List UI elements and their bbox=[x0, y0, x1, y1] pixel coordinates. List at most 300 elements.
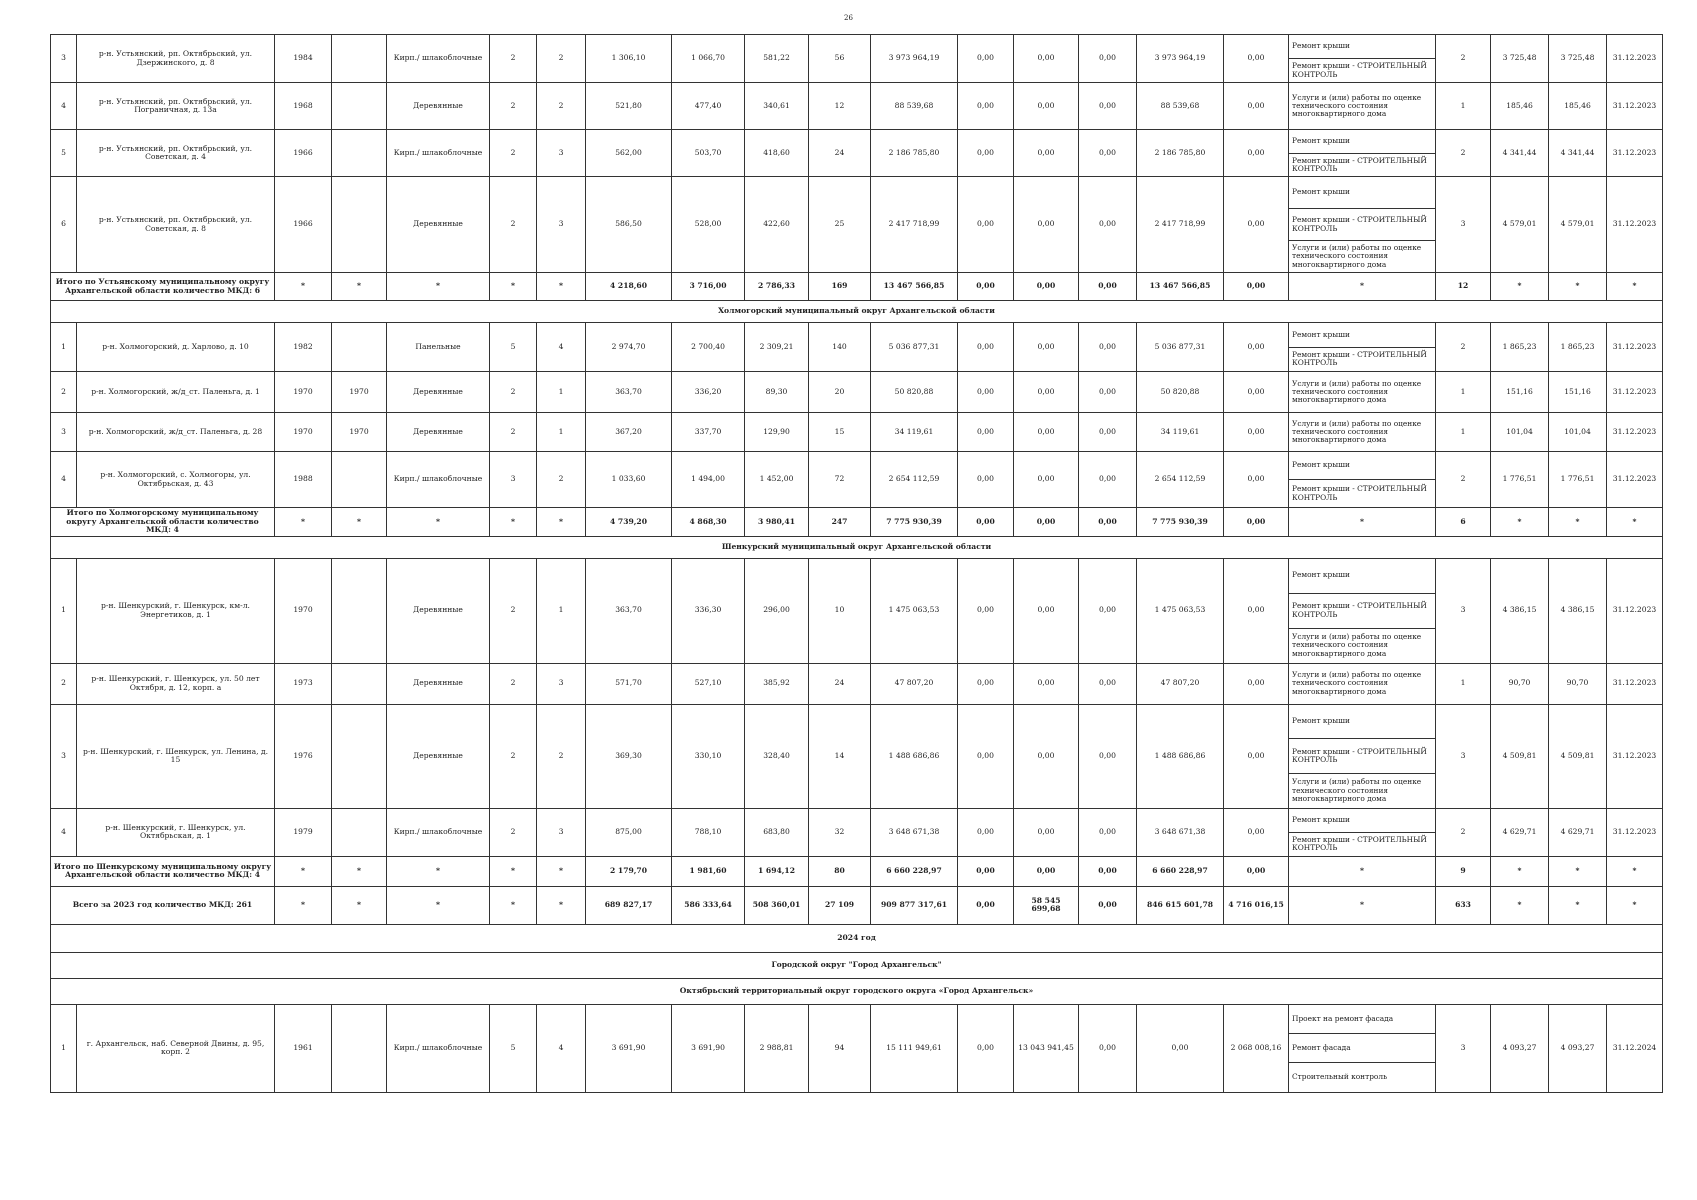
work-item: Услуги и (или) работы по оценке технического состояния многоквартирного дома bbox=[1292, 378, 1422, 405]
year-commissioned bbox=[332, 83, 387, 130]
works-count: 3 bbox=[1436, 558, 1491, 663]
f5-cell: 0,00 bbox=[1224, 177, 1289, 273]
f1-cell: 0,00 bbox=[958, 1004, 1014, 1092]
table-row bbox=[51, 323, 1663, 372]
year-built: 1984 bbox=[275, 35, 332, 83]
placeholder-cell: * bbox=[490, 886, 537, 924]
year-commissioned bbox=[332, 558, 387, 663]
deadline-cell: 31.12.2023 bbox=[1607, 177, 1663, 273]
total-works-count: 6 bbox=[1436, 508, 1491, 537]
f2-cell: 0,00 bbox=[1014, 413, 1079, 452]
f4-cell: 47 807,20 bbox=[1137, 663, 1224, 704]
section-header-row bbox=[51, 952, 1663, 978]
row-number: 3 bbox=[51, 35, 77, 83]
f5-cell: 2 068 008,16 bbox=[1224, 1004, 1289, 1092]
deadline-cell: 31.12.2023 bbox=[1607, 35, 1663, 83]
f3-cell: 0,00 bbox=[1079, 83, 1137, 130]
entrances-count: 1 bbox=[537, 558, 586, 663]
area-a-cell: 788,10 bbox=[672, 808, 745, 856]
deadline-cell: 31.12.2023 bbox=[1607, 452, 1663, 508]
floors-count: 5 bbox=[490, 323, 537, 372]
wall-material: Деревянные bbox=[387, 413, 490, 452]
entrances-count: 1 bbox=[537, 413, 586, 452]
year-built: 1979 bbox=[275, 808, 332, 856]
table-row bbox=[51, 452, 1663, 508]
f3-cell: 0,00 bbox=[1079, 663, 1137, 704]
placeholder-cell: * bbox=[1607, 886, 1663, 924]
f3-cell: 0,00 bbox=[1079, 35, 1137, 83]
row-number: 5 bbox=[51, 130, 77, 177]
work-item: Строительный контроль bbox=[1292, 1072, 1388, 1082]
residents-cell: 14 bbox=[809, 704, 871, 808]
floors-count: 2 bbox=[490, 808, 537, 856]
deadline-cell: 31.12.2023 bbox=[1607, 83, 1663, 130]
section-title: Шенкурский муниципальный округ Архангельской области bbox=[51, 536, 1663, 558]
floors-count: 2 bbox=[490, 83, 537, 130]
placeholder-cell: * bbox=[490, 856, 537, 886]
area-total-cell: 562,00 bbox=[586, 130, 672, 177]
works-count: 3 bbox=[1436, 704, 1491, 808]
works-count: 1 bbox=[1436, 83, 1491, 130]
residents-cell: 24 bbox=[809, 130, 871, 177]
works-count: 1 bbox=[1436, 663, 1491, 704]
works-count: 1 bbox=[1436, 372, 1491, 413]
placeholder-cell: * bbox=[275, 508, 332, 537]
f5-cell: 0,00 bbox=[1224, 35, 1289, 83]
total-area-b: 3 980,41 bbox=[745, 508, 809, 537]
works-list-cell bbox=[1289, 323, 1436, 372]
unit-cost-max: 4 509,81 bbox=[1549, 704, 1607, 808]
works-count: 3 bbox=[1436, 177, 1491, 273]
row-number: 4 bbox=[51, 808, 77, 856]
section-title: 2024 год bbox=[51, 924, 1663, 952]
f2-cell: 0,00 bbox=[1014, 372, 1079, 413]
f5-cell: 0,00 bbox=[1224, 808, 1289, 856]
f5-cell: 0,00 bbox=[1224, 663, 1289, 704]
placeholder-cell: * bbox=[332, 856, 387, 886]
unit-cost-limit: 4 093,27 bbox=[1491, 1004, 1549, 1092]
total-area-a: 4 868,30 bbox=[672, 508, 745, 537]
entrances-count: 2 bbox=[537, 83, 586, 130]
unit-cost-max: 4 341,44 bbox=[1549, 130, 1607, 177]
year-commissioned bbox=[332, 177, 387, 273]
area-a-cell: 330,10 bbox=[672, 704, 745, 808]
wall-material: Деревянные bbox=[387, 663, 490, 704]
row-number: 4 bbox=[51, 452, 77, 508]
works-list-cell bbox=[1289, 177, 1436, 273]
area-total-cell: 363,70 bbox=[586, 558, 672, 663]
wall-material: Кирп./ шлакоблочные bbox=[387, 1004, 490, 1092]
f2-cell: 13 043 941,45 bbox=[1014, 1004, 1079, 1092]
area-total-cell: 875,00 bbox=[586, 808, 672, 856]
area-b-cell: 296,00 bbox=[745, 558, 809, 663]
f2-cell: 0,00 bbox=[1014, 83, 1079, 130]
unit-cost-max: 4 386,15 bbox=[1549, 558, 1607, 663]
total-f3: 0,00 bbox=[1079, 508, 1137, 537]
row-number: 1 bbox=[51, 558, 77, 663]
table-row bbox=[51, 372, 1663, 413]
wall-material: Деревянные bbox=[387, 177, 490, 273]
works-list-cell bbox=[1289, 1004, 1436, 1092]
works-list-cell bbox=[1289, 413, 1436, 452]
section-header-row bbox=[51, 301, 1663, 323]
residents-cell: 15 bbox=[809, 413, 871, 452]
placeholder-cell: * bbox=[537, 508, 586, 537]
f4-cell: 2 654 112,59 bbox=[1137, 452, 1224, 508]
year-commissioned bbox=[332, 323, 387, 372]
wall-material: Деревянные bbox=[387, 372, 490, 413]
total-f3: 0,00 bbox=[1079, 273, 1137, 301]
address-cell: р-н. Устьянский, рп. Октябрьский, ул. Советская, д. 8 bbox=[77, 177, 275, 273]
year-commissioned: 1970 bbox=[332, 413, 387, 452]
unit-cost-limit: 1 865,23 bbox=[1491, 323, 1549, 372]
f5-cell: 0,00 bbox=[1224, 130, 1289, 177]
work-item: Ремонт крыши - СТРОИТЕЛЬНЫЙ КОНТРОЛЬ bbox=[1292, 155, 1427, 173]
works-list-cell bbox=[1289, 35, 1436, 83]
f2-cell: 0,00 bbox=[1014, 704, 1079, 808]
work-item: Ремонт крыши - СТРОИТЕЛЬНЫЙ КОНТРОЛЬ bbox=[1289, 594, 1435, 629]
address-cell: р-н. Холмогорский, ж/д_ст. Паленьга, д. 28 bbox=[77, 413, 275, 452]
table-row bbox=[51, 808, 1663, 856]
table-row bbox=[51, 1004, 1663, 1092]
unit-cost-limit: 101,04 bbox=[1491, 413, 1549, 452]
total-f5: 0,00 bbox=[1224, 508, 1289, 537]
works-list-cell bbox=[1289, 663, 1436, 704]
work-item: Ремонт крыши bbox=[1289, 809, 1435, 833]
total-f3: 0,00 bbox=[1079, 886, 1137, 924]
address-cell: г. Архангельск, наб. Северной Двины, д. 95, корп. 2 bbox=[77, 1004, 275, 1092]
f4-cell: 1 488 686,86 bbox=[1137, 704, 1224, 808]
area-b-cell: 1 452,00 bbox=[745, 452, 809, 508]
f2-cell: 0,00 bbox=[1014, 452, 1079, 508]
wall-material: Панельные bbox=[387, 323, 490, 372]
work-item: Ремонт крыши - СТРОИТЕЛЬНЫЙ КОНТРОЛЬ bbox=[1289, 739, 1435, 774]
table-row bbox=[51, 177, 1663, 273]
works-list-cell bbox=[1289, 372, 1436, 413]
subtotal-row bbox=[51, 508, 1663, 537]
work-item: Ремонт фасада bbox=[1289, 1034, 1435, 1063]
f1-cell: 0,00 bbox=[958, 704, 1014, 808]
area-total-cell: 3 691,90 bbox=[586, 1004, 672, 1092]
cost-cell: 3 648 671,38 bbox=[871, 808, 958, 856]
wall-material: Деревянные bbox=[387, 83, 490, 130]
f5-cell: 0,00 bbox=[1224, 323, 1289, 372]
floors-count: 2 bbox=[490, 413, 537, 452]
deadline-cell: 31.12.2023 bbox=[1607, 413, 1663, 452]
area-a-cell: 3 691,90 bbox=[672, 1004, 745, 1092]
f1-cell: 0,00 bbox=[958, 663, 1014, 704]
address-cell: р-н. Холмогорский, ж/д_ст. Паленьга, д. 1 bbox=[77, 372, 275, 413]
section-title: Октябрьский территориальный округ городского округа «Город Архангельск» bbox=[51, 978, 1663, 1004]
year-built: 1970 bbox=[275, 413, 332, 452]
placeholder-cell: * bbox=[1491, 273, 1549, 301]
total-f2: 0,00 bbox=[1014, 508, 1079, 537]
floors-count: 2 bbox=[490, 558, 537, 663]
total-area-b: 1 694,12 bbox=[745, 856, 809, 886]
row-number: 2 bbox=[51, 663, 77, 704]
total-f1: 0,00 bbox=[958, 886, 1014, 924]
unit-cost-max: 185,46 bbox=[1549, 83, 1607, 130]
total-area-b: 508 360,01 bbox=[745, 886, 809, 924]
total-f5: 0,00 bbox=[1224, 856, 1289, 886]
area-a-cell: 336,20 bbox=[672, 372, 745, 413]
unit-cost-max: 90,70 bbox=[1549, 663, 1607, 704]
area-a-cell: 336,30 bbox=[672, 558, 745, 663]
entrances-count: 2 bbox=[537, 704, 586, 808]
cost-cell: 5 036 877,31 bbox=[871, 323, 958, 372]
works-count: 3 bbox=[1436, 1004, 1491, 1092]
unit-cost-max: 4 579,01 bbox=[1549, 177, 1607, 273]
area-total-cell: 367,20 bbox=[586, 413, 672, 452]
total-f1: 0,00 bbox=[958, 508, 1014, 537]
unit-cost-limit: 4 629,71 bbox=[1491, 808, 1549, 856]
total-residents: 27 109 bbox=[809, 886, 871, 924]
cost-cell: 34 119,61 bbox=[871, 413, 958, 452]
f1-cell: 0,00 bbox=[958, 35, 1014, 83]
year-built: 1968 bbox=[275, 83, 332, 130]
unit-cost-limit: 185,46 bbox=[1491, 83, 1549, 130]
f5-cell: 0,00 bbox=[1224, 83, 1289, 130]
year-built: 1988 bbox=[275, 452, 332, 508]
address-cell: р-н. Устьянский, рп. Октябрьский, ул. Советская, д. 4 bbox=[77, 130, 275, 177]
deadline-cell: 31.12.2023 bbox=[1607, 323, 1663, 372]
table-row bbox=[51, 83, 1663, 130]
f3-cell: 0,00 bbox=[1079, 558, 1137, 663]
work-item: Ремонт крыши - СТРОИТЕЛЬНЫЙ КОНТРОЛЬ bbox=[1292, 484, 1427, 502]
placeholder-cell: * bbox=[1607, 508, 1663, 537]
f1-cell: 0,00 bbox=[958, 413, 1014, 452]
unit-cost-limit: 4 386,15 bbox=[1491, 558, 1549, 663]
total-works-count: 9 bbox=[1436, 856, 1491, 886]
entrances-count: 2 bbox=[537, 452, 586, 508]
f3-cell: 0,00 bbox=[1079, 413, 1137, 452]
row-number: 1 bbox=[51, 323, 77, 372]
year-commissioned bbox=[332, 452, 387, 508]
entrances-count: 1 bbox=[537, 372, 586, 413]
work-item: Услуги и (или) работы по оценке технического состояния многоквартирного дома bbox=[1292, 777, 1422, 803]
address-cell: р-н. Холмогорский, с. Холмогоры, ул. Октябрьская, д. 43 bbox=[77, 452, 275, 508]
table-row bbox=[51, 130, 1663, 177]
f2-cell: 0,00 bbox=[1014, 177, 1079, 273]
total-label: Итого по Устьянскому муниципальному округу Архангельской области количество МКД: 6 bbox=[51, 273, 275, 301]
f2-cell: 0,00 bbox=[1014, 558, 1079, 663]
f1-cell: 0,00 bbox=[958, 808, 1014, 856]
row-number: 3 bbox=[51, 704, 77, 808]
f4-cell: 0,00 bbox=[1137, 1004, 1224, 1092]
wall-material: Деревянные bbox=[387, 558, 490, 663]
area-b-cell: 2 309,21 bbox=[745, 323, 809, 372]
address-cell: р-н. Устьянский, рп. Октябрьский, ул. Дзержинского, д. 8 bbox=[77, 35, 275, 83]
deadline-cell: 31.12.2024 bbox=[1607, 1004, 1663, 1092]
area-b-cell: 129,90 bbox=[745, 413, 809, 452]
f2-cell: 0,00 bbox=[1014, 35, 1079, 83]
work-item: Услуги и (или) работы по оценке технического состояния многоквартирного дома bbox=[1292, 92, 1422, 119]
area-b-cell: 385,92 bbox=[745, 663, 809, 704]
area-total-cell: 571,70 bbox=[586, 663, 672, 704]
residents-cell: 25 bbox=[809, 177, 871, 273]
work-item: Ремонт крыши - СТРОИТЕЛЬНЫЙ КОНТРОЛЬ bbox=[1292, 350, 1427, 368]
total-area-a: 586 333,64 bbox=[672, 886, 745, 924]
residents-cell: 10 bbox=[809, 558, 871, 663]
area-a-cell: 1 066,70 bbox=[672, 35, 745, 83]
section-header-row bbox=[51, 978, 1663, 1004]
placeholder-cell: * bbox=[537, 886, 586, 924]
year-commissioned: 1970 bbox=[332, 372, 387, 413]
cost-cell: 47 807,20 bbox=[871, 663, 958, 704]
f1-cell: 0,00 bbox=[958, 452, 1014, 508]
floors-count: 2 bbox=[490, 130, 537, 177]
cost-cell: 15 111 949,61 bbox=[871, 1004, 958, 1092]
placeholder-cell: * bbox=[537, 273, 586, 301]
address-cell: р-н. Устьянский, рп. Октябрьский, ул. Пограничная, д. 13а bbox=[77, 83, 275, 130]
placeholder-cell: * bbox=[275, 856, 332, 886]
residents-cell: 24 bbox=[809, 663, 871, 704]
total-cost: 6 660 228,97 bbox=[871, 856, 958, 886]
placeholder-cell: * bbox=[1491, 508, 1549, 537]
area-b-cell: 2 988,81 bbox=[745, 1004, 809, 1092]
f5-cell: 0,00 bbox=[1224, 452, 1289, 508]
area-a-cell: 503,70 bbox=[672, 130, 745, 177]
placeholder-cell: * bbox=[332, 273, 387, 301]
f4-cell: 1 475 063,53 bbox=[1137, 558, 1224, 663]
row-number: 2 bbox=[51, 372, 77, 413]
work-item: Ремонт крыши bbox=[1289, 35, 1435, 59]
total-f3: 0,00 bbox=[1079, 856, 1137, 886]
total-label: Итого по Холмогорскому муниципальному округу Архангельской области количество МКД: 4 bbox=[51, 508, 275, 537]
unit-cost-max: 1 776,51 bbox=[1549, 452, 1607, 508]
unit-cost-max: 4 629,71 bbox=[1549, 808, 1607, 856]
placeholder-cell: * bbox=[537, 856, 586, 886]
area-a-cell: 1 494,00 bbox=[672, 452, 745, 508]
works-count: 2 bbox=[1436, 808, 1491, 856]
unit-cost-limit: 4 579,01 bbox=[1491, 177, 1549, 273]
work-item: Услуги и (или) работы по оценке технического состояния многоквартирного дома bbox=[1292, 632, 1422, 658]
unit-cost-limit: 4 509,81 bbox=[1491, 704, 1549, 808]
f5-cell: 0,00 bbox=[1224, 558, 1289, 663]
deadline-cell: 31.12.2023 bbox=[1607, 558, 1663, 663]
section-title: Городской округ "Город Архангельск" bbox=[51, 952, 1663, 978]
f3-cell: 0,00 bbox=[1079, 177, 1137, 273]
row-number: 4 bbox=[51, 83, 77, 130]
entrances-count: 2 bbox=[537, 35, 586, 83]
unit-cost-max: 3 725,48 bbox=[1549, 35, 1607, 83]
f1-cell: 0,00 bbox=[958, 177, 1014, 273]
area-a-cell: 527,10 bbox=[672, 663, 745, 704]
total-area-a: 3 716,00 bbox=[672, 273, 745, 301]
wall-material: Кирп./ шлакоблочные bbox=[387, 452, 490, 508]
placeholder-cell: * bbox=[490, 273, 537, 301]
area-a-cell: 477,40 bbox=[672, 83, 745, 130]
f1-cell: 0,00 bbox=[958, 558, 1014, 663]
f4-cell: 34 119,61 bbox=[1137, 413, 1224, 452]
area-b-cell: 328,40 bbox=[745, 704, 809, 808]
row-number: 1 bbox=[51, 1004, 77, 1092]
work-item: Ремонт крыши bbox=[1289, 705, 1435, 740]
address-cell: р-н. Шенкурский, г. Шенкурск, км-л. Энергетиков, д. 1 bbox=[77, 558, 275, 663]
floors-count: 3 bbox=[490, 452, 537, 508]
total-area-total: 689 827,17 bbox=[586, 886, 672, 924]
entrances-count: 4 bbox=[537, 1004, 586, 1092]
residents-cell: 140 bbox=[809, 323, 871, 372]
f3-cell: 0,00 bbox=[1079, 452, 1137, 508]
placeholder-cell: * bbox=[1607, 856, 1663, 886]
section-header-row bbox=[51, 924, 1663, 952]
f1-cell: 0,00 bbox=[958, 372, 1014, 413]
year-built: 1970 bbox=[275, 558, 332, 663]
f3-cell: 0,00 bbox=[1079, 372, 1137, 413]
work-item: Ремонт крыши bbox=[1289, 452, 1435, 480]
placeholder-cell: * bbox=[387, 886, 490, 924]
total-label: Итого по Шенкурскому муниципальному округу Архангельской области количество МКД: 4 bbox=[51, 856, 275, 886]
year-commissioned bbox=[332, 808, 387, 856]
area-a-cell: 337,70 bbox=[672, 413, 745, 452]
cost-cell: 3 973 964,19 bbox=[871, 35, 958, 83]
f5-cell: 0,00 bbox=[1224, 413, 1289, 452]
year-commissioned bbox=[332, 663, 387, 704]
placeholder-cell: * bbox=[1607, 273, 1663, 301]
wall-material: Деревянные bbox=[387, 704, 490, 808]
total-f5: 0,00 bbox=[1224, 273, 1289, 301]
table-body bbox=[51, 35, 1663, 1093]
area-total-cell: 586,50 bbox=[586, 177, 672, 273]
total-works-count: 12 bbox=[1436, 273, 1491, 301]
year-built: 1976 bbox=[275, 704, 332, 808]
entrances-count: 3 bbox=[537, 808, 586, 856]
total-f1: 0,00 bbox=[958, 856, 1014, 886]
wall-material: Кирп./ шлакоблочные bbox=[387, 130, 490, 177]
cost-cell: 2 186 785,80 bbox=[871, 130, 958, 177]
deadline-cell: 31.12.2023 bbox=[1607, 130, 1663, 177]
year-built: 1970 bbox=[275, 372, 332, 413]
cost-cell: 2 654 112,59 bbox=[871, 452, 958, 508]
deadline-cell: 31.12.2023 bbox=[1607, 704, 1663, 808]
work-item: Ремонт крыши bbox=[1289, 177, 1435, 209]
works-count: 2 bbox=[1436, 35, 1491, 83]
work-item: Ремонт крыши bbox=[1289, 559, 1435, 594]
table-row bbox=[51, 663, 1663, 704]
unit-cost-max: 151,16 bbox=[1549, 372, 1607, 413]
work-item: Услуги и (или) работы по оценке технического состояния многоквартирного дома bbox=[1292, 243, 1422, 269]
row-number: 3 bbox=[51, 413, 77, 452]
unit-cost-limit: 90,70 bbox=[1491, 663, 1549, 704]
unit-cost-limit: 1 776,51 bbox=[1491, 452, 1549, 508]
area-b-cell: 418,60 bbox=[745, 130, 809, 177]
f5-cell: 0,00 bbox=[1224, 704, 1289, 808]
cost-cell: 88 539,68 bbox=[871, 83, 958, 130]
works-count: 2 bbox=[1436, 452, 1491, 508]
f2-cell: 0,00 bbox=[1014, 808, 1079, 856]
f5-cell: 0,00 bbox=[1224, 372, 1289, 413]
area-b-cell: 581,22 bbox=[745, 35, 809, 83]
placeholder-cell: * bbox=[387, 273, 490, 301]
deadline-cell: 31.12.2023 bbox=[1607, 372, 1663, 413]
f2-cell: 0,00 bbox=[1014, 130, 1079, 177]
year-commissioned bbox=[332, 130, 387, 177]
work-item: Ремонт крыши - СТРОИТЕЛЬНЫЙ КОНТРОЛЬ bbox=[1289, 209, 1435, 241]
placeholder-cell: * bbox=[490, 508, 537, 537]
total-f2: 0,00 bbox=[1014, 856, 1079, 886]
floors-count: 2 bbox=[490, 663, 537, 704]
area-b-cell: 340,61 bbox=[745, 83, 809, 130]
unit-cost-limit: 4 341,44 bbox=[1491, 130, 1549, 177]
row-number: 6 bbox=[51, 177, 77, 273]
total-f4: 7 775 930,39 bbox=[1137, 508, 1224, 537]
unit-cost-limit: 151,16 bbox=[1491, 372, 1549, 413]
total-area-total: 4 739,20 bbox=[586, 508, 672, 537]
total-area-a: 1 981,60 bbox=[672, 856, 745, 886]
floors-count: 2 bbox=[490, 372, 537, 413]
residents-cell: 56 bbox=[809, 35, 871, 83]
